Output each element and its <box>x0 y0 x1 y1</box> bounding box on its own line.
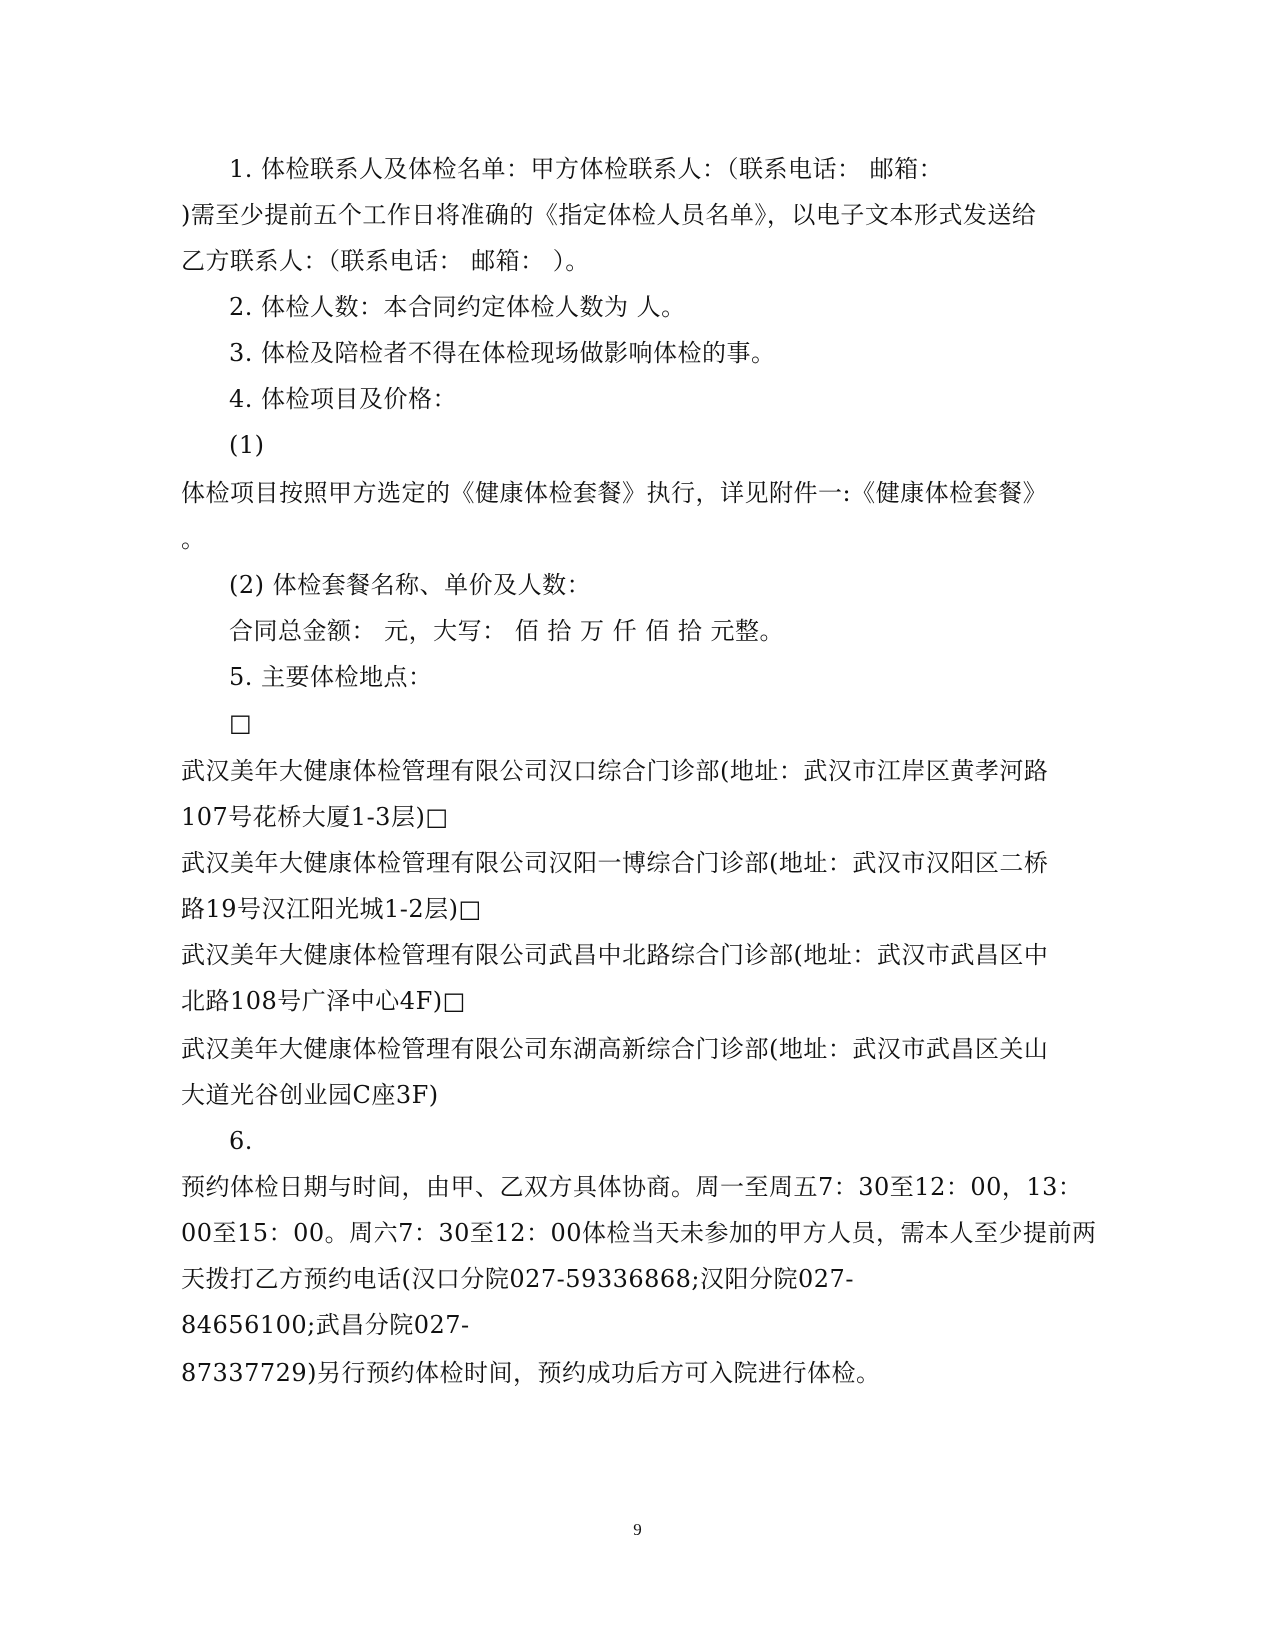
text-line: 天拨打乙方预约电话(汉口分院027-59336868;汉阳分院027- <box>181 1265 854 1293</box>
text-line: 路19号汉江阳光城1-2层)□ <box>181 895 482 923</box>
text-line: 4. 体检项目及价格： <box>229 385 458 413</box>
text-line: 2. 体检人数：本合同约定体检人数为 人。 <box>229 293 686 321</box>
text-line: )需至少提前五个工作日将准确的《指定体检人员名单》，以电子文本形式发送给 <box>181 201 1037 229</box>
text-line: 武汉美年大健康体检管理有限公司汉阳一博综合门诊部(地址：武汉市汉阳区二桥 <box>181 849 1049 877</box>
text-line: 武汉美年大健康体检管理有限公司武昌中北路综合门诊部(地址：武汉市武昌区中 <box>181 941 1049 969</box>
text-line: 。 <box>181 525 206 553</box>
text-line: 预约体检日期与时间，由甲、乙双方具体协商。周一至周五7：30至12：00，13： <box>181 1173 1083 1201</box>
text-line: 北路108号广泽中心4F)□ <box>181 987 466 1015</box>
text-line: 107号花桥大厦1-3层)□ <box>181 803 449 831</box>
text-line: 6. <box>229 1127 253 1155</box>
text-line: 大道光谷创业园C座3F) <box>181 1081 439 1109</box>
text-line: 1. 体检联系人及体检名单：甲方体检联系人：（联系电话： 邮箱： <box>229 155 944 183</box>
text-line: 武汉美年大健康体检管理有限公司东湖高新综合门诊部(地址：武汉市武昌区关山 <box>181 1035 1049 1063</box>
text-line: 合同总金额： 元，大写： 佰 拾 万 仟 佰 拾 元整。 <box>229 617 785 645</box>
text-line: 乙方联系人：（联系电话： 邮箱： ）。 <box>181 247 590 275</box>
text-line: 武汉美年大健康体检管理有限公司汉口综合门诊部(地址：武汉市江岸区黄孝河路 <box>181 757 1049 785</box>
text-line: 87337729)另行预约体检时间，预约成功后方可入院进行体检。 <box>181 1359 881 1387</box>
checkbox-symbol: □ <box>229 709 253 737</box>
text-line: 3. 体检及陪检者不得在体检现场做影响体检的事。 <box>229 339 776 367</box>
text-line: (1) <box>229 431 265 459</box>
page-number: 9 <box>633 1520 642 1539</box>
text-line: 体检项目按照甲方选定的《健康体检套餐》执行，详见附件一:《健康体检套餐》 <box>181 479 1048 507</box>
text-line: 5. 主要体检地点： <box>229 663 433 691</box>
text-line: (2) 体检套餐名称、单价及人数： <box>229 571 592 599</box>
text-line: 00至15：00。周六7：30至12：00体检当天未参加的甲方人员，需本人至少提前两 <box>181 1219 1097 1247</box>
text-line: 84656100;武昌分院027- <box>181 1311 470 1339</box>
